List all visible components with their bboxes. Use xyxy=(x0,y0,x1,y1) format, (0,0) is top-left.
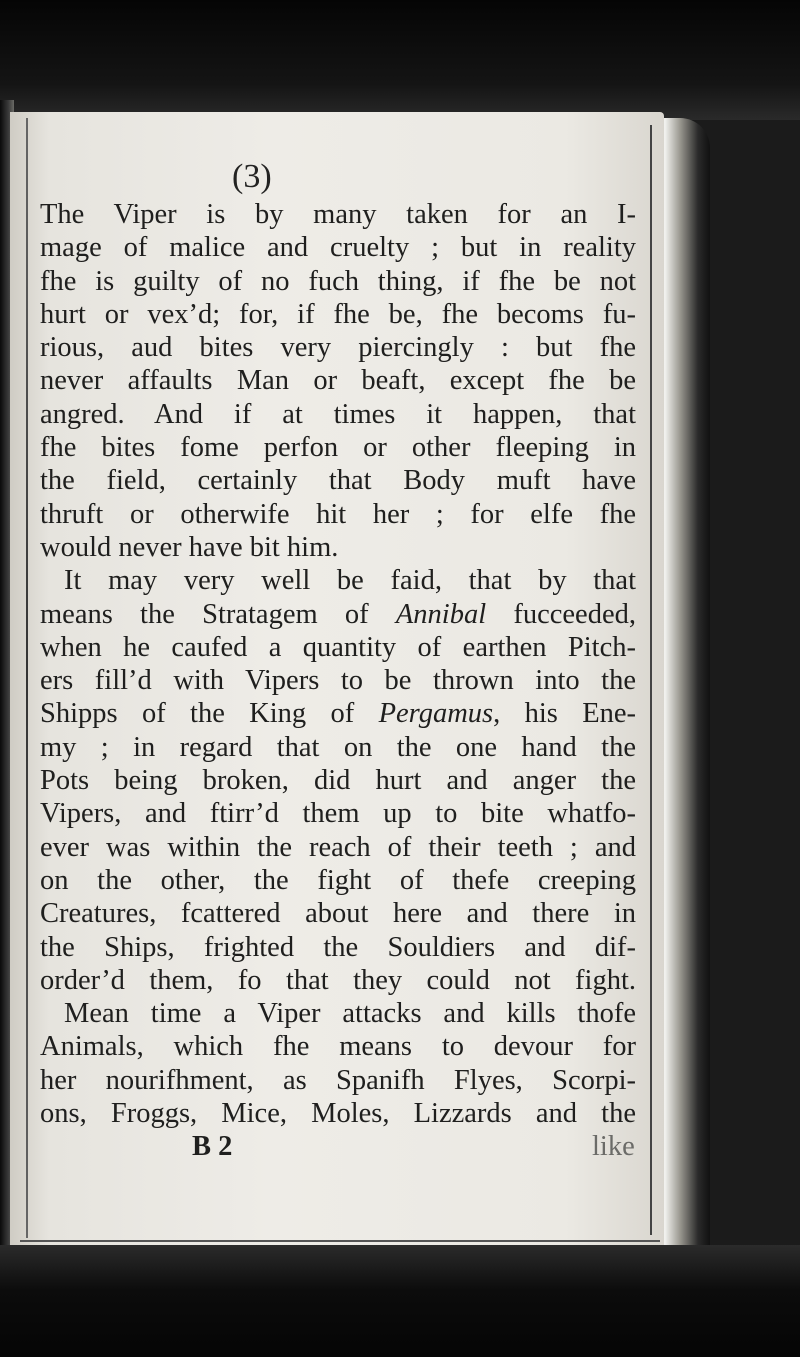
text-segment: fhe bites fome perfon or other fleeping in xyxy=(40,432,636,464)
text-line xyxy=(40,464,636,497)
text-segment: Shipps of the King of xyxy=(40,698,379,730)
text-segment: rious, aud bites very piercingly : but fhe xyxy=(40,332,636,364)
text-line xyxy=(40,831,636,864)
text-line xyxy=(40,498,636,531)
text-segment: Creatures, fcattered about here and there in xyxy=(40,898,636,930)
text-line xyxy=(40,997,636,1030)
text-segment: ever was within the reach of their teeth ; and xyxy=(40,831,636,863)
text-segment: Mean time a Viper attacks and kills thofe xyxy=(64,998,636,1030)
text-line xyxy=(40,231,636,264)
text-line xyxy=(40,1030,636,1063)
text-line xyxy=(40,364,636,397)
text-line xyxy=(40,931,636,964)
text-segment: means the Stratagem of xyxy=(40,598,396,630)
text-line xyxy=(40,265,636,298)
text-segment: the Ships, frighted the Souldiers and dif- xyxy=(40,931,636,963)
text-segment: on the other, the fight of thefe creeping xyxy=(40,864,636,896)
text-segment: Vipers, and ftirr’d them up to bite whatfo- xyxy=(40,798,636,830)
page-bottom-rule xyxy=(20,1240,660,1242)
text-line xyxy=(40,564,636,597)
text-line xyxy=(40,664,636,697)
text-segment: fucceeded, xyxy=(486,598,636,630)
text-line xyxy=(40,198,636,231)
text-segment: the field, certainly that Body muft have xyxy=(40,465,636,497)
signature-mark: B 2 xyxy=(192,1131,233,1163)
page-right-rule xyxy=(650,125,652,1235)
text-line xyxy=(40,1064,636,1097)
text-segment: thruft or otherwife hit her ; for elfe fhe xyxy=(40,498,636,530)
text-line xyxy=(40,897,636,930)
text-segment: mage of malice and cruelty ; but in reality xyxy=(40,232,636,264)
text-line xyxy=(40,964,636,997)
text-line xyxy=(40,697,636,730)
body-text xyxy=(40,198,636,1164)
scan-background-top xyxy=(0,0,800,120)
text-segment: Pots being broken, did hurt and anger the xyxy=(40,765,636,797)
text-segment: when he caufed a quantity of earthen Pitch- xyxy=(40,631,636,663)
text-line xyxy=(40,331,636,364)
text-segment: angred. And if at times it happen, that xyxy=(40,398,636,430)
text-segment: It may very well be faid, that by that xyxy=(64,565,636,597)
text-segment: hurt or vex’d; for, if fhe be, fhe becoms fu- xyxy=(40,298,636,330)
text-segment: fhe is guilty of no fuch thing, if fhe be not xyxy=(40,265,636,297)
text-segment: Animals, which fhe means to devour for xyxy=(40,1031,636,1063)
text-segment: my ; in regard that on the one hand the xyxy=(40,731,636,763)
text-line xyxy=(40,1097,636,1130)
catchword: like xyxy=(592,1131,635,1163)
text-line xyxy=(40,431,636,464)
text-line xyxy=(40,531,636,564)
text-line xyxy=(40,797,636,830)
page-number: (3) xyxy=(232,158,272,195)
text-line xyxy=(40,864,636,897)
text-segment: ers fill’d with Vipers to be thrown into the xyxy=(40,665,636,697)
text-segment: would never have bit him. xyxy=(40,531,339,563)
text-line xyxy=(40,598,636,631)
catch-line xyxy=(40,1130,636,1163)
scan-background-bottom xyxy=(0,1245,800,1357)
text-line xyxy=(40,764,636,797)
italic-name: Pergamus xyxy=(378,698,494,730)
text-segment: , his Ene- xyxy=(493,698,636,730)
page-left-rule xyxy=(26,118,28,1238)
text-line xyxy=(40,298,636,331)
text-line xyxy=(40,631,636,664)
text-segment: her nourifhment, as Spanifh Flyes, Scorpi- xyxy=(40,1064,636,1096)
text-line xyxy=(40,731,636,764)
text-segment: The Viper is by many taken for an I- xyxy=(40,199,636,230)
italic-name: Annibal xyxy=(395,598,487,630)
text-line xyxy=(40,398,636,431)
text-segment: ons, Froggs, Mice, Moles, Lizzards and the xyxy=(40,1098,636,1130)
text-segment: order’d them, fo that they could not fight. xyxy=(40,964,636,996)
text-segment: never affaults Man or beaft, except fhe be xyxy=(40,365,636,397)
